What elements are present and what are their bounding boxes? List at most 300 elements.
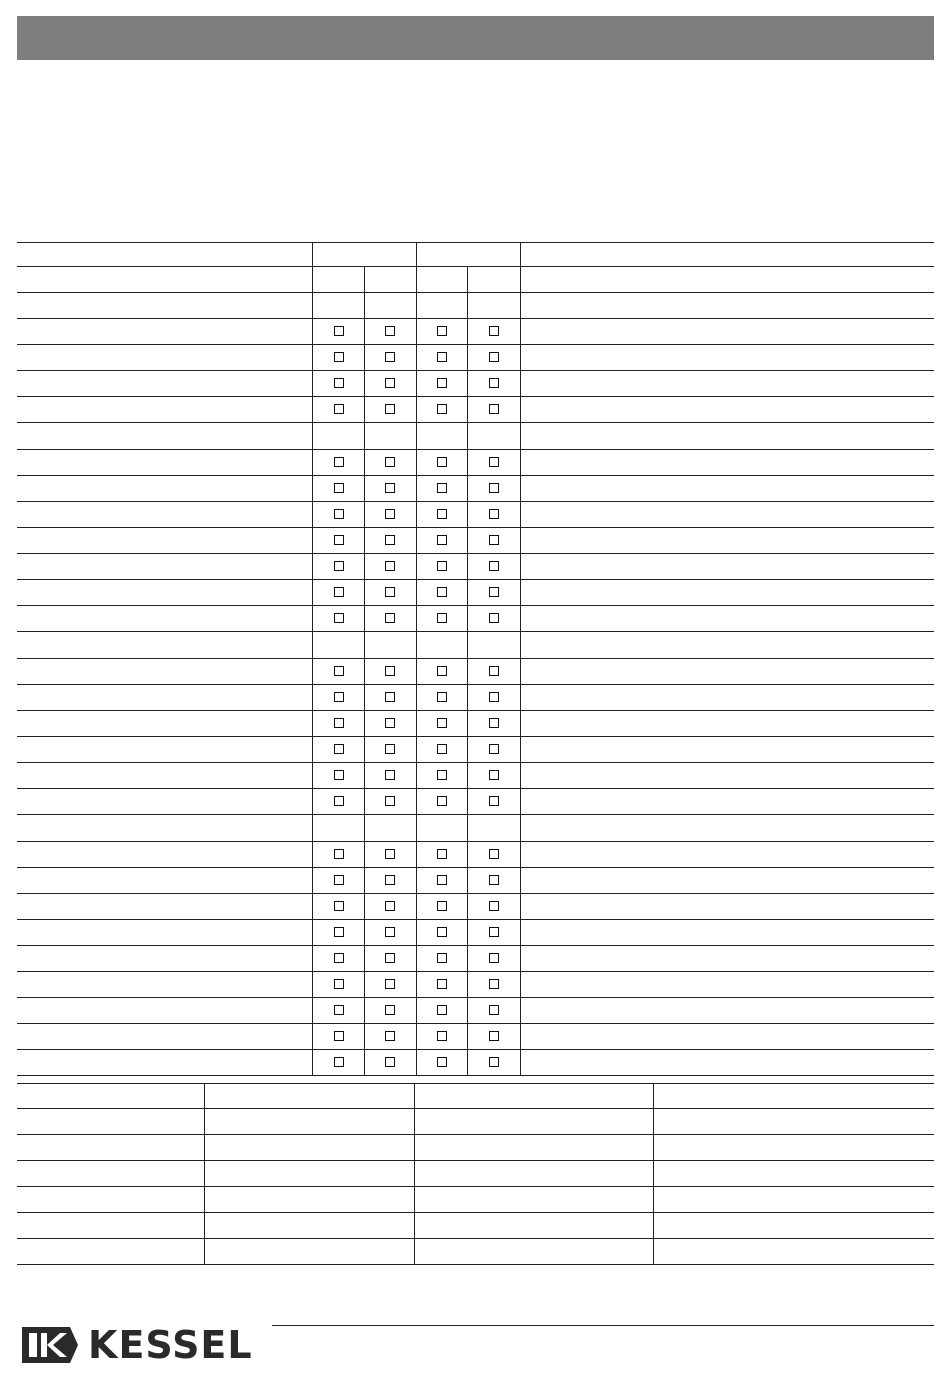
column-divider (414, 1213, 415, 1239)
signature-cell-1[interactable] (17, 1161, 204, 1186)
checkbox-2[interactable] (385, 404, 395, 414)
checklist-row-label (17, 502, 315, 527)
checkbox-3[interactable] (437, 404, 447, 414)
signature-cell-1[interactable] (17, 1084, 204, 1108)
signature-cell-4[interactable] (653, 1135, 934, 1160)
column-divider (467, 842, 468, 868)
checkbox-3[interactable] (437, 1031, 447, 1041)
signature-row (17, 1213, 934, 1239)
checklist-row-label (17, 476, 315, 501)
checkbox-4[interactable] (489, 692, 499, 702)
checklist-row (17, 711, 934, 737)
signature-cell-1[interactable] (17, 1135, 204, 1160)
checklist-notes-cell[interactable] (521, 842, 934, 867)
checkbox-1[interactable] (334, 744, 344, 754)
kessel-logo (20, 1323, 253, 1367)
column-divider (312, 920, 313, 946)
checkbox-3[interactable] (437, 875, 447, 885)
checkbox-2[interactable] (385, 561, 395, 571)
column-divider (414, 1135, 415, 1161)
checklist-notes-cell[interactable] (521, 293, 934, 318)
checkbox-4[interactable] (489, 457, 499, 467)
column-divider (312, 789, 313, 815)
column-divider (467, 476, 468, 502)
checklist-table (17, 242, 934, 1076)
checklist-notes-cell[interactable] (521, 450, 934, 475)
checkbox-3[interactable] (437, 509, 447, 519)
column-divider (653, 1239, 654, 1265)
column-divider (364, 737, 365, 763)
signature-row (17, 1135, 934, 1161)
checklist-notes-cell[interactable] (521, 868, 934, 893)
signature-cell-4[interactable] (653, 1239, 934, 1264)
checkbox-4[interactable] (489, 1057, 499, 1067)
checkbox-4[interactable] (489, 352, 499, 362)
checkbox-4[interactable] (489, 901, 499, 911)
checklist-notes-cell[interactable] (521, 711, 934, 736)
column-divider (414, 1084, 415, 1109)
column-divider (416, 894, 417, 920)
column-divider (364, 267, 365, 293)
column-divider (364, 423, 365, 450)
checkbox-3[interactable] (437, 613, 447, 623)
checkbox-2[interactable] (385, 1031, 395, 1041)
checkbox-3[interactable] (437, 666, 447, 676)
checklist-notes-cell[interactable] (521, 659, 934, 684)
checkbox-4[interactable] (489, 404, 499, 414)
signature-cell-1[interactable] (17, 1109, 204, 1134)
column-divider (414, 1161, 415, 1187)
column-divider (467, 946, 468, 972)
checkbox-3[interactable] (437, 927, 447, 937)
checkbox-3[interactable] (437, 587, 447, 597)
column-divider (364, 319, 365, 345)
checkbox-1[interactable] (334, 796, 344, 806)
column-divider (416, 528, 417, 554)
checklist-row-label (17, 894, 315, 919)
checklist-row-label (17, 920, 315, 945)
checklist-row (17, 371, 934, 397)
column-divider (467, 789, 468, 815)
checklist-notes-cell[interactable] (521, 345, 934, 370)
checklist-notes-cell[interactable] (521, 476, 934, 501)
checklist-row (17, 659, 934, 685)
checkbox-2[interactable] (385, 770, 395, 780)
checkbox-1[interactable] (334, 587, 344, 597)
checklist-row-label (17, 554, 315, 579)
signature-cell-3[interactable] (414, 1239, 653, 1264)
signature-cell-4[interactable] (653, 1187, 934, 1212)
column-divider (364, 502, 365, 528)
checklist-notes-cell[interactable] (521, 319, 934, 344)
signature-cell-1[interactable] (17, 1239, 204, 1264)
signature-cell-4[interactable] (653, 1161, 934, 1186)
checkbox-4[interactable] (489, 770, 499, 780)
checkbox-3[interactable] (437, 561, 447, 571)
checklist-row-label (17, 815, 315, 841)
checklist-row-label (17, 319, 315, 344)
checklist-notes-cell[interactable] (521, 789, 934, 814)
checkbox-4[interactable] (489, 613, 499, 623)
checkbox-4[interactable] (489, 718, 499, 728)
checkbox-2[interactable] (385, 692, 395, 702)
checklist-row (17, 580, 934, 606)
checkbox-2[interactable] (385, 1057, 395, 1067)
checkbox-3[interactable] (437, 718, 447, 728)
signature-table (17, 1083, 934, 1265)
column-divider (312, 502, 313, 528)
checklist-row (17, 789, 934, 815)
column-divider (312, 972, 313, 998)
checkbox-2[interactable] (385, 509, 395, 519)
column-divider (364, 528, 365, 554)
checkbox-2[interactable] (385, 927, 395, 937)
column-divider (364, 972, 365, 998)
column-divider (416, 606, 417, 632)
signature-cell-1[interactable] (17, 1213, 204, 1238)
column-divider (416, 371, 417, 397)
checkbox-4[interactable] (489, 1005, 499, 1015)
checklist-notes-cell[interactable] (521, 998, 934, 1023)
checkbox-2[interactable] (385, 535, 395, 545)
checkbox-4[interactable] (489, 1031, 499, 1041)
column-divider (467, 345, 468, 371)
signature-cell-2[interactable] (204, 1084, 414, 1108)
checklist-row-label (17, 397, 315, 422)
signature-cell-2[interactable] (204, 1213, 414, 1238)
column-divider (312, 1024, 313, 1050)
checklist-row (17, 763, 934, 789)
column-divider (364, 397, 365, 423)
checkbox-1[interactable] (334, 770, 344, 780)
checklist-row (17, 1050, 934, 1076)
checkbox-4[interactable] (489, 849, 499, 859)
column-divider (467, 554, 468, 580)
checkbox-2[interactable] (385, 326, 395, 336)
checkbox-1[interactable] (334, 509, 344, 519)
checklist-row-label (17, 998, 315, 1023)
column-divider (653, 1084, 654, 1109)
checkbox-1[interactable] (334, 535, 344, 545)
checkbox-3[interactable] (437, 1057, 447, 1067)
checkbox-2[interactable] (385, 796, 395, 806)
checklist-notes-cell[interactable] (521, 243, 934, 266)
signature-cell-2[interactable] (204, 1187, 414, 1212)
checklist-row (17, 450, 934, 476)
checkbox-2[interactable] (385, 901, 395, 911)
column-divider (364, 580, 365, 606)
signature-cell-3[interactable] (414, 1135, 653, 1160)
checklist-notes-cell[interactable] (521, 580, 934, 605)
signature-cell-3[interactable] (414, 1084, 653, 1108)
column-divider (416, 842, 417, 868)
checklist-notes-cell[interactable] (521, 1050, 934, 1075)
checklist-row (17, 998, 934, 1024)
checkbox-3[interactable] (437, 849, 447, 859)
checklist-notes-cell[interactable] (521, 528, 934, 553)
checklist-row-label (17, 371, 315, 396)
checkbox-4[interactable] (489, 927, 499, 937)
column-divider (312, 580, 313, 606)
checklist-notes-cell[interactable] (521, 815, 934, 841)
checkbox-3[interactable] (437, 378, 447, 388)
checkbox-4[interactable] (489, 378, 499, 388)
checkbox-1[interactable] (334, 927, 344, 937)
column-divider (467, 528, 468, 554)
column-divider (416, 293, 417, 319)
checklist-row (17, 737, 934, 763)
checkbox-4[interactable] (489, 875, 499, 885)
checkbox-1[interactable] (334, 901, 344, 911)
checkbox-3[interactable] (437, 796, 447, 806)
column-divider (312, 293, 313, 319)
checklist-header-row (17, 242, 934, 267)
checklist-notes-cell[interactable] (521, 1024, 934, 1049)
checklist-row (17, 528, 934, 554)
checklist-notes-cell[interactable] (521, 763, 934, 788)
checkbox-1[interactable] (334, 613, 344, 623)
checklist-notes-cell[interactable] (521, 606, 934, 631)
checklist-row (17, 1024, 934, 1050)
column-divider (204, 1135, 205, 1161)
signature-cell-3[interactable] (414, 1109, 653, 1134)
column-divider (364, 371, 365, 397)
checkbox-3[interactable] (437, 953, 447, 963)
checklist-notes-cell[interactable] (521, 632, 934, 658)
checkbox-1[interactable] (334, 483, 344, 493)
checklist-notes-cell[interactable] (521, 502, 934, 527)
checklist-notes-cell[interactable] (521, 267, 934, 292)
column-divider (364, 815, 365, 842)
column-divider (416, 319, 417, 345)
column-divider (204, 1109, 205, 1135)
checkbox-1[interactable] (334, 875, 344, 885)
checkbox-4[interactable] (489, 587, 499, 597)
checklist-notes-cell[interactable] (521, 920, 934, 945)
checkbox-2[interactable] (385, 352, 395, 362)
checkbox-2[interactable] (385, 744, 395, 754)
signature-cell-2[interactable] (204, 1109, 414, 1134)
checkbox-2[interactable] (385, 718, 395, 728)
column-divider (204, 1239, 205, 1265)
checkbox-2[interactable] (385, 378, 395, 388)
column-divider (364, 632, 365, 659)
checkbox-1[interactable] (334, 326, 344, 336)
checklist-section-row (17, 815, 934, 842)
checkbox-4[interactable] (489, 326, 499, 336)
kessel-logo-icon (20, 1325, 80, 1365)
checklist-row-label (17, 763, 315, 788)
signature-cell-2[interactable] (204, 1135, 414, 1160)
column-divider (364, 554, 365, 580)
column-divider (467, 606, 468, 632)
checkbox-4[interactable] (489, 666, 499, 676)
checkbox-1[interactable] (334, 378, 344, 388)
checklist-row (17, 685, 934, 711)
column-divider (312, 606, 313, 632)
column-divider (416, 685, 417, 711)
column-divider (467, 319, 468, 345)
column-divider (312, 946, 313, 972)
checkbox-1[interactable] (334, 1005, 344, 1015)
checkbox-2[interactable] (385, 613, 395, 623)
signature-cell-2[interactable] (204, 1161, 414, 1186)
checkbox-2[interactable] (385, 953, 395, 963)
column-divider (467, 450, 468, 476)
column-divider (467, 267, 468, 293)
column-divider (416, 502, 417, 528)
checkbox-4[interactable] (489, 744, 499, 754)
signature-cell-1[interactable] (17, 1187, 204, 1212)
column-divider (416, 868, 417, 894)
checkbox-3[interactable] (437, 692, 447, 702)
checklist-row-label (17, 632, 315, 658)
checkbox-1[interactable] (334, 849, 344, 859)
column-divider (364, 868, 365, 894)
checklist-row-label (17, 685, 315, 710)
checkbox-3[interactable] (437, 744, 447, 754)
checkbox-4[interactable] (489, 796, 499, 806)
checkbox-2[interactable] (385, 457, 395, 467)
checklist-row (17, 606, 934, 632)
checklist-row-label (17, 528, 315, 553)
checklist-row-label (17, 659, 315, 684)
checkbox-1[interactable] (334, 404, 344, 414)
checklist-row (17, 345, 934, 371)
column-divider (467, 920, 468, 946)
checkbox-3[interactable] (437, 352, 447, 362)
column-divider (312, 737, 313, 763)
checkbox-2[interactable] (385, 979, 395, 989)
checkbox-3[interactable] (437, 1005, 447, 1015)
checkbox-3[interactable] (437, 901, 447, 911)
column-divider (364, 711, 365, 737)
signature-cell-3[interactable] (414, 1213, 653, 1238)
column-divider (653, 1213, 654, 1239)
checkbox-4[interactable] (489, 509, 499, 519)
column-divider (364, 842, 365, 868)
signature-cell-4[interactable] (653, 1109, 934, 1134)
column-divider (312, 685, 313, 711)
checklist-notes-cell[interactable] (521, 423, 934, 449)
checklist-row-label (17, 423, 315, 449)
checklist-row-label (17, 345, 315, 370)
checkbox-1[interactable] (334, 718, 344, 728)
checkbox-1[interactable] (334, 352, 344, 362)
checklist-row-label (17, 243, 315, 266)
checkbox-2[interactable] (385, 849, 395, 859)
column-divider (416, 476, 417, 502)
checkbox-3[interactable] (437, 457, 447, 467)
checkbox-1[interactable] (334, 1031, 344, 1041)
checkbox-4[interactable] (489, 561, 499, 571)
checkbox-4[interactable] (489, 535, 499, 545)
column-divider (364, 476, 365, 502)
checkbox-3[interactable] (437, 483, 447, 493)
checklist-row (17, 397, 934, 423)
column-divider (416, 789, 417, 815)
checklist-blank-row (17, 293, 934, 319)
checkbox-1[interactable] (334, 1057, 344, 1067)
column-divider (312, 998, 313, 1024)
column-divider (416, 972, 417, 998)
checkbox-4[interactable] (489, 979, 499, 989)
column-divider (364, 946, 365, 972)
checklist-notes-cell[interactable] (521, 554, 934, 579)
column-divider (312, 632, 313, 659)
checkbox-4[interactable] (489, 953, 499, 963)
column-divider (364, 1024, 365, 1050)
column-divider (467, 685, 468, 711)
column-divider (312, 267, 313, 293)
column-divider (416, 815, 417, 842)
checklist-notes-cell[interactable] (521, 397, 934, 422)
checklist-section-row (17, 632, 934, 659)
checkbox-3[interactable] (437, 770, 447, 780)
column-divider (467, 371, 468, 397)
checkbox-1[interactable] (334, 561, 344, 571)
checkbox-2[interactable] (385, 1005, 395, 1015)
checkbox-1[interactable] (334, 979, 344, 989)
signature-cell-3[interactable] (414, 1161, 653, 1186)
column-divider (467, 502, 468, 528)
checklist-row (17, 972, 934, 998)
checklist-row-label (17, 737, 315, 762)
signature-cell-3[interactable] (414, 1187, 653, 1212)
checkbox-2[interactable] (385, 666, 395, 676)
checkbox-3[interactable] (437, 979, 447, 989)
checkbox-3[interactable] (437, 326, 447, 336)
checklist-notes-cell[interactable] (521, 371, 934, 396)
column-divider (416, 659, 417, 685)
checkbox-2[interactable] (385, 483, 395, 493)
column-divider (467, 1050, 468, 1076)
column-divider (414, 1109, 415, 1135)
column-divider (414, 1187, 415, 1213)
checklist-notes-cell[interactable] (521, 972, 934, 997)
checkbox-1[interactable] (334, 666, 344, 676)
column-divider (467, 659, 468, 685)
column-divider (653, 1135, 654, 1161)
column-divider (312, 345, 313, 371)
checkbox-1[interactable] (334, 953, 344, 963)
column-divider (467, 711, 468, 737)
checklist-notes-cell[interactable] (521, 894, 934, 919)
checkbox-1[interactable] (334, 692, 344, 702)
checkbox-3[interactable] (437, 535, 447, 545)
checklist-notes-cell[interactable] (521, 946, 934, 971)
column-divider (312, 423, 313, 450)
checklist-row (17, 894, 934, 920)
signature-cell-4[interactable] (653, 1084, 934, 1108)
column-divider (416, 1024, 417, 1050)
column-divider (467, 998, 468, 1024)
checkbox-2[interactable] (385, 875, 395, 885)
column-divider (312, 894, 313, 920)
checklist-notes-cell[interactable] (521, 737, 934, 762)
checkbox-2[interactable] (385, 587, 395, 597)
checklist-row (17, 476, 934, 502)
checklist-notes-cell[interactable] (521, 685, 934, 710)
checklist-row (17, 946, 934, 972)
column-divider (204, 1084, 205, 1109)
column-divider (416, 763, 417, 789)
checkbox-1[interactable] (334, 457, 344, 467)
column-divider (364, 763, 365, 789)
signature-cell-2[interactable] (204, 1239, 414, 1264)
signature-cell-4[interactable] (653, 1213, 934, 1238)
checkbox-4[interactable] (489, 483, 499, 493)
